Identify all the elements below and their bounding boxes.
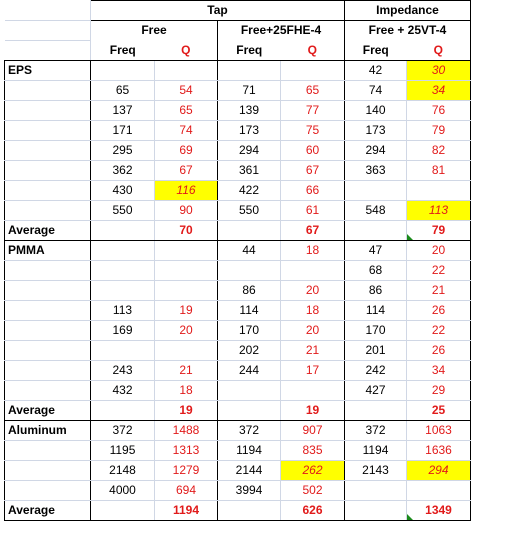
q-cell[interactable] bbox=[155, 241, 218, 261]
q-cell[interactable]: 262 bbox=[281, 461, 345, 481]
freq-cell[interactable]: 294 bbox=[218, 141, 281, 161]
q-cell[interactable]: 694 bbox=[155, 481, 218, 501]
table-row bbox=[5, 61, 471, 81]
q-cell[interactable]: 1636 bbox=[407, 441, 471, 461]
table-row bbox=[5, 261, 471, 281]
freq-cell[interactable] bbox=[345, 181, 407, 201]
q-cell[interactable]: 20 bbox=[281, 281, 345, 301]
q-cell[interactable]: 907 bbox=[281, 421, 345, 441]
table-row bbox=[5, 421, 471, 441]
freq-cell[interactable] bbox=[218, 61, 281, 81]
cell-empty[interactable] bbox=[5, 261, 91, 281]
q-cell[interactable] bbox=[155, 61, 218, 81]
freq-cell[interactable]: 4000 bbox=[91, 481, 155, 501]
header-freq[interactable]: Freq bbox=[218, 41, 281, 61]
q-cell[interactable] bbox=[407, 181, 471, 201]
q-cell[interactable]: 18 bbox=[281, 241, 345, 261]
freq-cell[interactable]: 362 bbox=[91, 161, 155, 181]
freq-cell[interactable]: 140 bbox=[345, 101, 407, 121]
q-cell[interactable]: 75 bbox=[281, 121, 345, 141]
freq-cell[interactable]: 432 bbox=[91, 381, 155, 401]
cell-empty[interactable] bbox=[345, 401, 407, 421]
q-cell[interactable]: 17 bbox=[281, 361, 345, 381]
freq-cell[interactable]: 361 bbox=[218, 161, 281, 181]
label-eps[interactable]: EPS bbox=[5, 61, 91, 81]
table-row bbox=[5, 281, 471, 301]
q-cell[interactable]: 1063 bbox=[407, 421, 471, 441]
freq-cell[interactable] bbox=[91, 61, 155, 81]
header-freq[interactable]: Freq bbox=[91, 41, 155, 61]
header-freq[interactable]: Freq bbox=[345, 41, 407, 61]
freq-cell[interactable]: 548 bbox=[345, 201, 407, 221]
freq-cell[interactable]: 422 bbox=[218, 181, 281, 201]
q-cell[interactable]: 20 bbox=[281, 321, 345, 341]
freq-cell[interactable]: 550 bbox=[91, 201, 155, 221]
average-row bbox=[5, 401, 471, 421]
freq-cell[interactable]: 242 bbox=[345, 361, 407, 381]
cell-empty[interactable] bbox=[5, 301, 91, 321]
freq-cell[interactable]: 372 bbox=[218, 421, 281, 441]
q-cell[interactable]: 90 bbox=[155, 201, 218, 221]
label-pmma[interactable]: PMMA bbox=[5, 241, 91, 261]
cell-empty[interactable] bbox=[91, 401, 155, 421]
q-cell[interactable]: 29 bbox=[407, 381, 471, 401]
q-cell[interactable]: 65 bbox=[155, 101, 218, 121]
table-row bbox=[5, 341, 471, 361]
average-q-cell[interactable]: 626 bbox=[281, 501, 345, 521]
label-aluminum[interactable]: Aluminum bbox=[5, 421, 91, 441]
freq-cell[interactable] bbox=[218, 381, 281, 401]
average-q-cell[interactable]: 70 bbox=[155, 221, 218, 241]
cell-empty[interactable] bbox=[5, 121, 91, 141]
cell-empty[interactable] bbox=[345, 221, 407, 241]
table-row bbox=[5, 101, 471, 121]
cell-empty[interactable] bbox=[5, 341, 91, 361]
cell-empty[interactable] bbox=[5, 441, 91, 461]
table-row bbox=[5, 381, 471, 401]
freq-cell[interactable] bbox=[218, 261, 281, 281]
table-row bbox=[5, 121, 471, 141]
q-cell[interactable]: 21 bbox=[407, 281, 471, 301]
freq-cell[interactable]: 294 bbox=[345, 141, 407, 161]
cell-empty[interactable] bbox=[218, 221, 281, 241]
q-cell[interactable]: 26 bbox=[407, 301, 471, 321]
cell-empty[interactable] bbox=[5, 361, 91, 381]
freq-cell[interactable]: 173 bbox=[345, 121, 407, 141]
q-cell[interactable]: 79 bbox=[407, 121, 471, 141]
freq-cell[interactable]: 372 bbox=[345, 421, 407, 441]
q-cell[interactable]: 1313 bbox=[155, 441, 218, 461]
freq-cell[interactable]: 42 bbox=[345, 61, 407, 81]
q-cell[interactable]: 1488 bbox=[155, 421, 218, 441]
table-row bbox=[5, 301, 471, 321]
header-q[interactable]: Q bbox=[407, 41, 471, 61]
freq-cell[interactable]: 169 bbox=[91, 321, 155, 341]
table-row bbox=[5, 81, 471, 101]
freq-cell[interactable]: 244 bbox=[218, 361, 281, 381]
q-cell[interactable]: 22 bbox=[407, 261, 471, 281]
q-cell[interactable]: 60 bbox=[281, 141, 345, 161]
freq-cell[interactable] bbox=[345, 481, 407, 501]
q-cell[interactable]: 116 bbox=[155, 181, 218, 201]
freq-cell[interactable]: 71 bbox=[218, 81, 281, 101]
q-cell[interactable]: 65 bbox=[281, 81, 345, 101]
table-row bbox=[5, 241, 471, 261]
q-cell[interactable] bbox=[281, 261, 345, 281]
header-free-vt[interactable]: Free + 25VT-4 bbox=[345, 21, 471, 41]
freq-cell[interactable]: 1194 bbox=[218, 441, 281, 461]
q-cell[interactable]: 22 bbox=[407, 321, 471, 341]
freq-cell[interactable]: 173 bbox=[218, 121, 281, 141]
freq-cell[interactable] bbox=[91, 341, 155, 361]
freq-cell[interactable]: 201 bbox=[345, 341, 407, 361]
freq-cell[interactable]: 170 bbox=[345, 321, 407, 341]
q-cell[interactable]: 67 bbox=[281, 161, 345, 181]
freq-cell[interactable]: 86 bbox=[218, 281, 281, 301]
freq-cell[interactable]: 363 bbox=[345, 161, 407, 181]
freq-cell[interactable]: 202 bbox=[218, 341, 281, 361]
q-cell[interactable]: 835 bbox=[281, 441, 345, 461]
cell-empty[interactable] bbox=[5, 461, 91, 481]
cell-empty[interactable] bbox=[5, 161, 91, 181]
freq-cell[interactable]: 137 bbox=[91, 101, 155, 121]
freq-cell[interactable]: 1194 bbox=[345, 441, 407, 461]
freq-cell[interactable]: 372 bbox=[91, 421, 155, 441]
cell-empty[interactable] bbox=[5, 481, 91, 501]
freq-cell[interactable]: 2143 bbox=[345, 461, 407, 481]
q-cell[interactable]: 1279 bbox=[155, 461, 218, 481]
header-row-fields bbox=[5, 41, 471, 61]
cell-empty[interactable] bbox=[218, 501, 281, 521]
q-cell[interactable]: 20 bbox=[155, 321, 218, 341]
q-cell[interactable]: 502 bbox=[281, 481, 345, 501]
q-cell[interactable] bbox=[281, 61, 345, 81]
cell-empty[interactable] bbox=[5, 81, 91, 101]
table-row bbox=[5, 181, 471, 201]
q-cell[interactable]: 77 bbox=[281, 101, 345, 121]
header-free-fhe[interactable]: Free+25FHE-4 bbox=[218, 21, 345, 41]
freq-cell[interactable]: 44 bbox=[218, 241, 281, 261]
freq-cell[interactable]: 295 bbox=[91, 141, 155, 161]
freq-cell[interactable]: 550 bbox=[218, 201, 281, 221]
label-average[interactable]: Average bbox=[5, 501, 91, 521]
freq-cell[interactable]: 243 bbox=[91, 361, 155, 381]
freq-cell[interactable]: 170 bbox=[218, 321, 281, 341]
cell-empty[interactable] bbox=[5, 141, 91, 161]
cell-empty[interactable] bbox=[345, 501, 407, 521]
cell-empty[interactable] bbox=[5, 181, 91, 201]
table-row bbox=[5, 481, 471, 501]
cell-empty[interactable] bbox=[5, 201, 91, 221]
freq-cell[interactable]: 1195 bbox=[91, 441, 155, 461]
freq-cell[interactable]: 86 bbox=[345, 281, 407, 301]
q-cell[interactable]: 82 bbox=[407, 141, 471, 161]
table-row bbox=[5, 441, 471, 461]
q-cell[interactable]: 20 bbox=[407, 241, 471, 261]
q-cell[interactable]: 34 bbox=[407, 81, 471, 101]
q-cell[interactable]: 74 bbox=[155, 121, 218, 141]
q-cell[interactable]: 69 bbox=[155, 141, 218, 161]
cell-empty[interactable] bbox=[5, 381, 91, 401]
average-row bbox=[5, 221, 471, 241]
average-q-cell[interactable]: 19 bbox=[155, 401, 218, 421]
q-cell[interactable]: 61 bbox=[281, 201, 345, 221]
q-cell[interactable]: 19 bbox=[155, 301, 218, 321]
q-cell[interactable] bbox=[281, 381, 345, 401]
freq-cell[interactable] bbox=[91, 261, 155, 281]
header-q[interactable]: Q bbox=[281, 41, 345, 61]
cell-empty[interactable] bbox=[91, 501, 155, 521]
freq-cell[interactable]: 114 bbox=[218, 301, 281, 321]
spreadsheet-table bbox=[4, 0, 471, 521]
q-cell[interactable] bbox=[155, 341, 218, 361]
cell-empty[interactable] bbox=[5, 101, 91, 121]
header-q[interactable]: Q bbox=[155, 41, 218, 61]
q-cell[interactable]: 18 bbox=[155, 381, 218, 401]
header-impedance[interactable]: Impedance bbox=[345, 1, 471, 21]
label-average[interactable]: Average bbox=[5, 401, 91, 421]
cell-empty[interactable] bbox=[5, 321, 91, 341]
table-row bbox=[5, 201, 471, 221]
freq-cell[interactable]: 113 bbox=[91, 301, 155, 321]
freq-cell[interactable]: 430 bbox=[91, 181, 155, 201]
freq-cell[interactable] bbox=[91, 241, 155, 261]
header-row-group bbox=[5, 1, 471, 21]
q-cell[interactable]: 67 bbox=[155, 161, 218, 181]
q-cell[interactable]: 81 bbox=[407, 161, 471, 181]
q-cell[interactable]: 294 bbox=[407, 461, 471, 481]
header-tap[interactable]: Tap bbox=[91, 1, 345, 21]
table-row bbox=[5, 321, 471, 341]
table-row bbox=[5, 461, 471, 481]
cell-empty[interactable] bbox=[5, 41, 91, 61]
average-q-cell[interactable]: 19 bbox=[281, 401, 345, 421]
q-cell[interactable]: 113 bbox=[407, 201, 471, 221]
cell-empty[interactable] bbox=[5, 21, 91, 41]
freq-cell[interactable]: 65 bbox=[91, 81, 155, 101]
q-cell[interactable]: 30 bbox=[407, 61, 471, 81]
table-row bbox=[5, 361, 471, 381]
q-cell[interactable]: 18 bbox=[281, 301, 345, 321]
q-cell[interactable] bbox=[407, 481, 471, 501]
freq-cell[interactable]: 2144 bbox=[218, 461, 281, 481]
freq-cell[interactable]: 74 bbox=[345, 81, 407, 101]
q-cell[interactable]: 26 bbox=[407, 341, 471, 361]
average-row bbox=[5, 501, 471, 521]
freq-cell[interactable]: 47 bbox=[345, 241, 407, 261]
average-q-cell[interactable]: 79 bbox=[407, 221, 471, 241]
freq-cell[interactable]: 68 bbox=[345, 261, 407, 281]
average-q-cell[interactable]: 1194 bbox=[155, 501, 218, 521]
table-row bbox=[5, 141, 471, 161]
q-cell[interactable] bbox=[155, 281, 218, 301]
q-cell[interactable]: 66 bbox=[281, 181, 345, 201]
average-q-cell[interactable]: 25 bbox=[407, 401, 471, 421]
table-row bbox=[5, 161, 471, 181]
freq-cell[interactable]: 2148 bbox=[91, 461, 155, 481]
header-row-condition bbox=[5, 21, 471, 41]
freq-cell[interactable]: 139 bbox=[218, 101, 281, 121]
freq-cell[interactable]: 427 bbox=[345, 381, 407, 401]
freq-cell[interactable]: 3994 bbox=[218, 481, 281, 501]
q-cell[interactable] bbox=[155, 261, 218, 281]
header-free[interactable]: Free bbox=[91, 21, 218, 41]
freq-cell[interactable] bbox=[91, 281, 155, 301]
freq-cell[interactable]: 171 bbox=[91, 121, 155, 141]
cell-empty[interactable] bbox=[218, 401, 281, 421]
q-cell[interactable]: 21 bbox=[281, 341, 345, 361]
average-q-cell[interactable]: 1349 bbox=[407, 501, 471, 521]
cell-empty[interactable] bbox=[5, 1, 91, 21]
q-cell[interactable]: 21 bbox=[155, 361, 218, 381]
average-q-cell[interactable]: 67 bbox=[281, 221, 345, 241]
cell-empty[interactable] bbox=[91, 221, 155, 241]
cell-empty[interactable] bbox=[5, 281, 91, 301]
freq-cell[interactable]: 114 bbox=[345, 301, 407, 321]
q-cell[interactable]: 34 bbox=[407, 361, 471, 381]
q-cell[interactable]: 54 bbox=[155, 81, 218, 101]
label-average[interactable]: Average bbox=[5, 221, 91, 241]
q-cell[interactable]: 76 bbox=[407, 101, 471, 121]
